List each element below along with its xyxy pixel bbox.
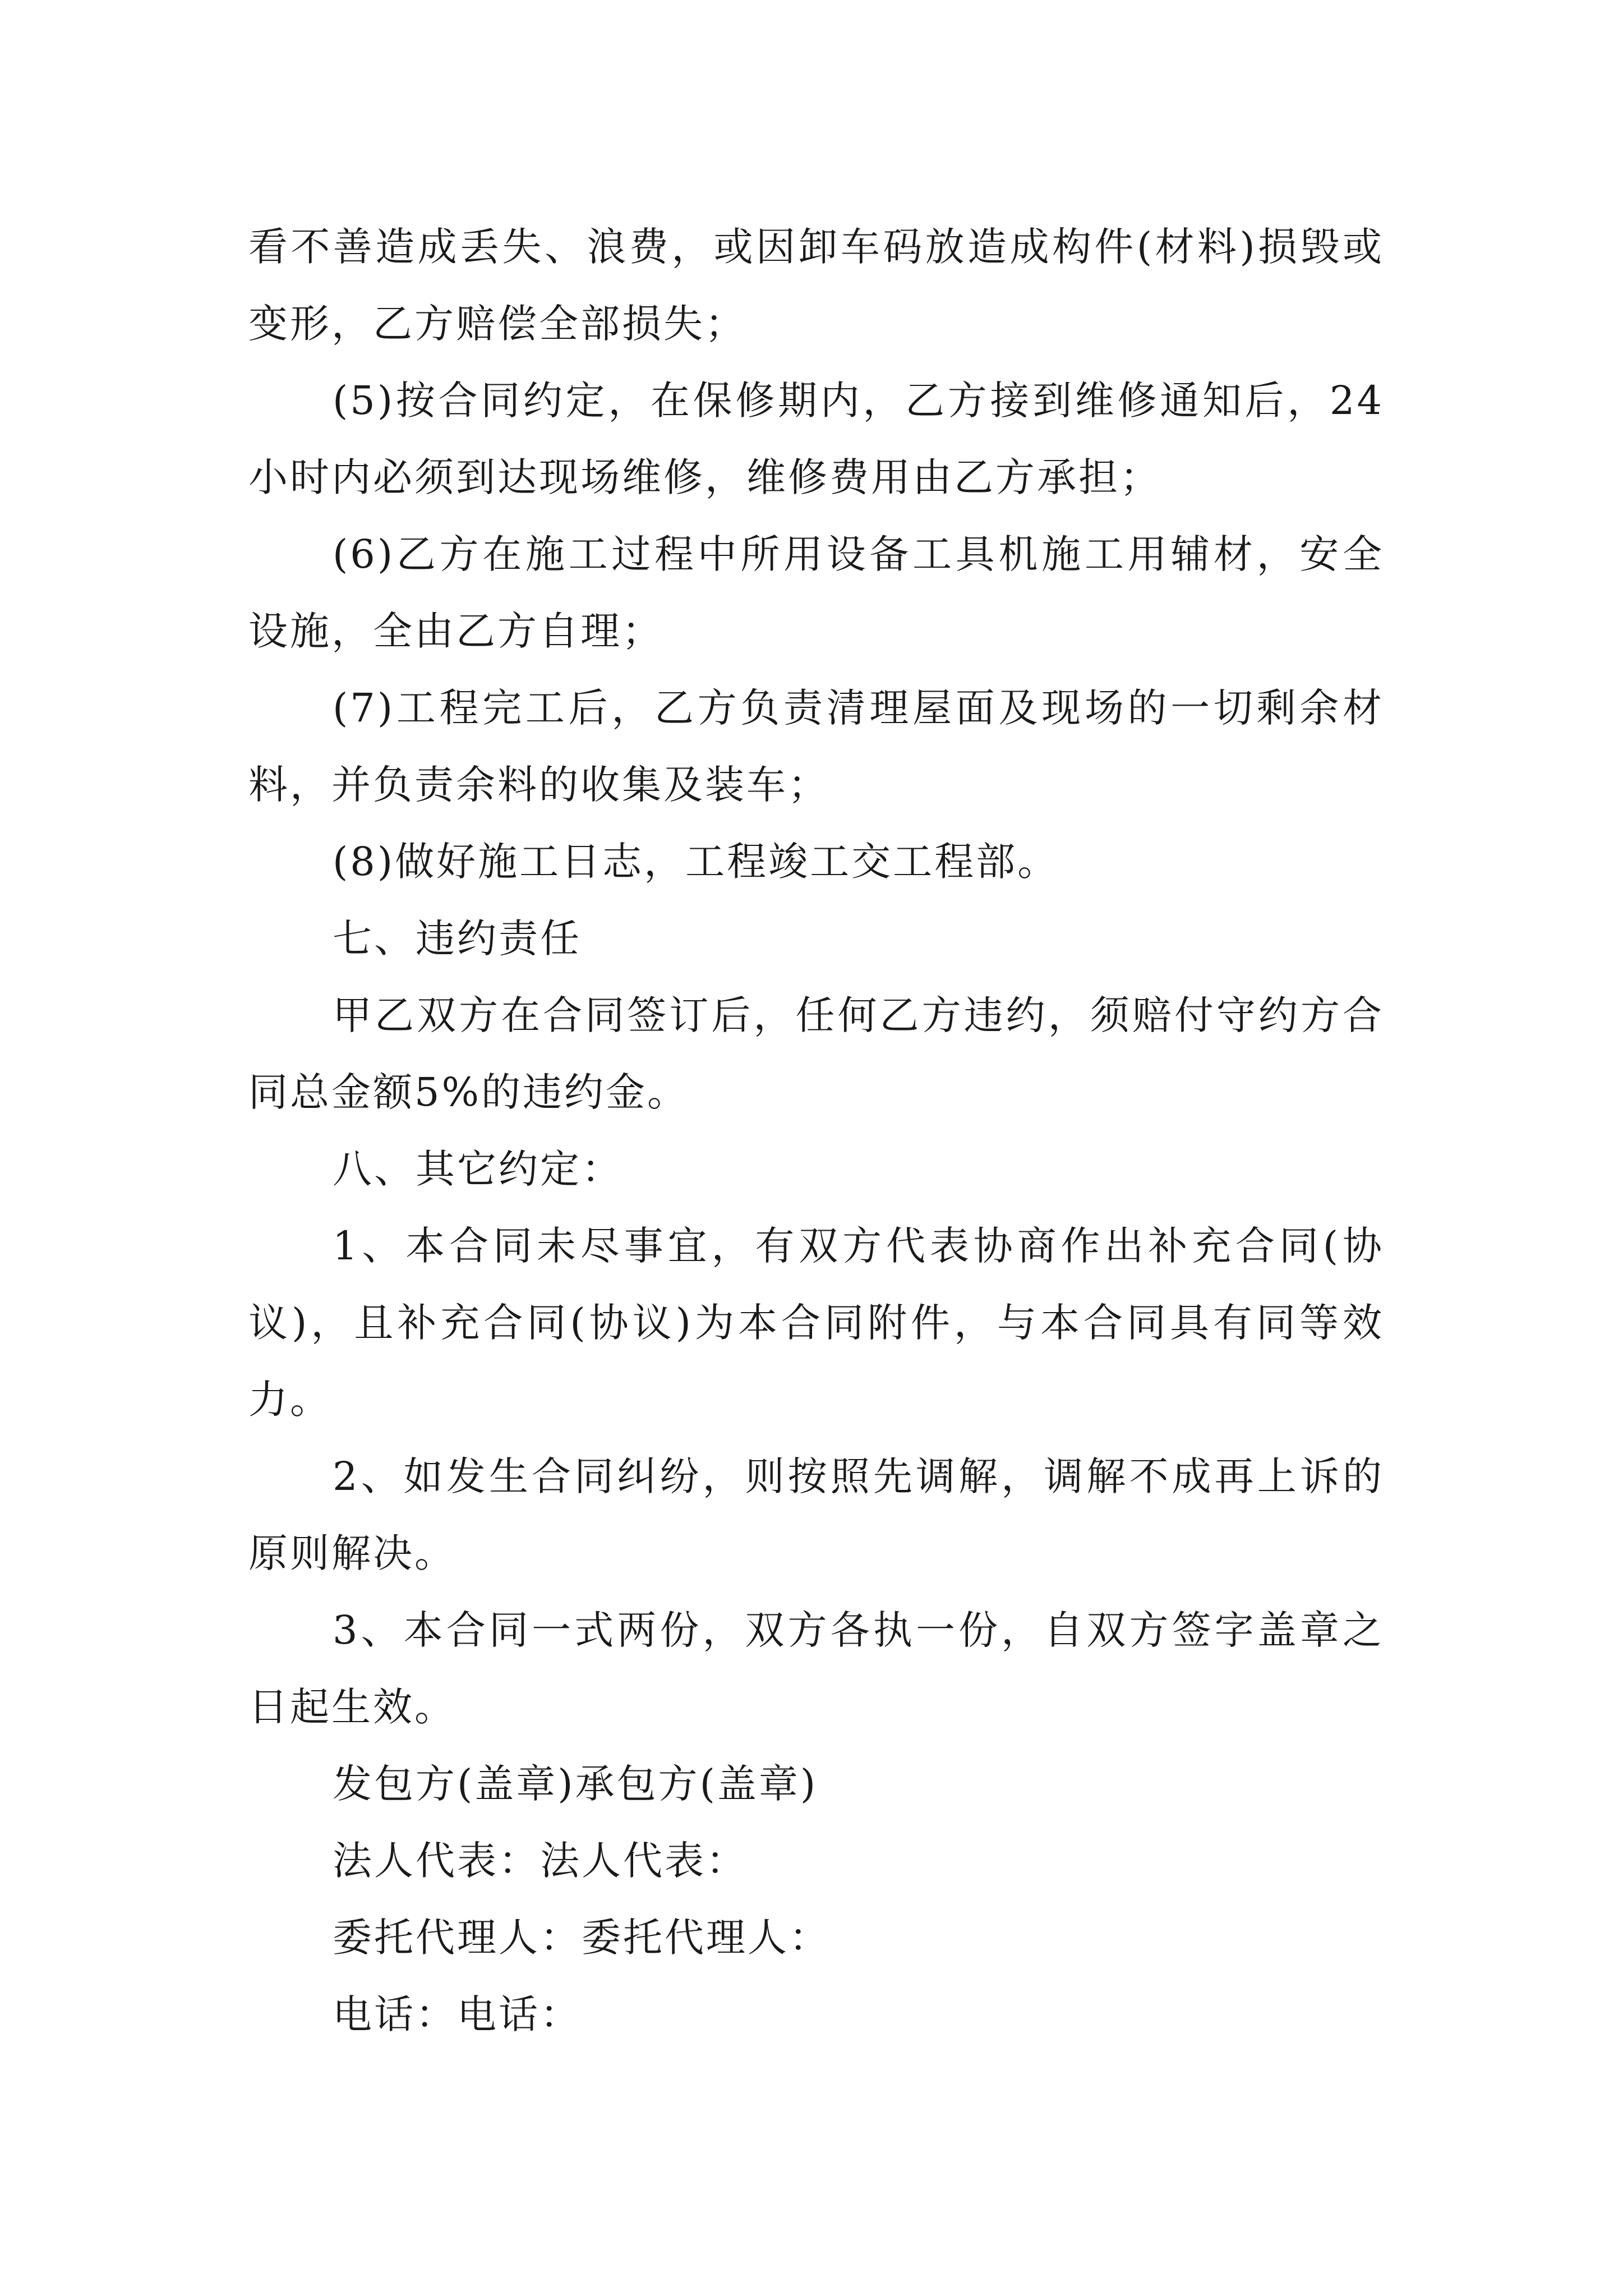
paragraph-warranty-repair: (5)按合同约定，在保修期内，乙方接到维修通知后，24小时内必须到达现场维修，维修费用由乙方承担； bbox=[248, 378, 1384, 500]
section-heading-other-terms: 八、其它约定： bbox=[333, 1146, 623, 1192]
paragraph-breach-penalty: 甲乙双方在合同签订后，任何乙方违约，须赔付守约方合同总金额5%的违约金。 bbox=[248, 992, 1384, 1115]
paragraph-loss-compensation: 看不善造成丢失、浪费，或因卸车码放造成构件(材料)损毁或变形，乙方赔偿全部损失； bbox=[248, 224, 1384, 347]
paragraph-equipment-tools: (6)乙方在施工过程中所用设备工具机施工用辅材，安全设施，全由乙方自理； bbox=[248, 531, 1384, 654]
signature-line-legal-rep: 法人代表：法人代表： bbox=[333, 1838, 748, 1884]
paragraph-dispute-resolution: 2、如发生合同纠纷，则按照先调解，调解不成再上诉的原则解决。 bbox=[248, 1453, 1384, 1576]
section-heading-breach-liability: 七、违约责任 bbox=[333, 915, 582, 961]
paragraph-copies-effective: 3、本合同一式两份，双方各执一份，自双方签字盖章之日起生效。 bbox=[248, 1607, 1384, 1730]
paragraph-site-cleanup: (7)工程完工后，乙方负责清理屋面及现场的一切剩余材料，并负责余料的收集及装车； bbox=[248, 685, 1384, 808]
signature-line-phone: 电话：电话： bbox=[333, 1991, 582, 2037]
signature-line-parties: 发包方(盖章)承包方(盖章) bbox=[333, 1761, 818, 1807]
document-body bbox=[248, 209, 1384, 2053]
paragraph-construction-log: (8)做好施工日志，工程竣工交工程部。 bbox=[333, 839, 1059, 885]
paragraph-supplementary-contract: 1、本合同未尽事宜，有双方代表协商作出补充合同(协议)，且补充合同(协议)为本合同附件，与本合同具有同等效力。 bbox=[248, 1223, 1384, 1423]
signature-line-agent: 委托代理人：委托代理人： bbox=[333, 1915, 831, 1961]
